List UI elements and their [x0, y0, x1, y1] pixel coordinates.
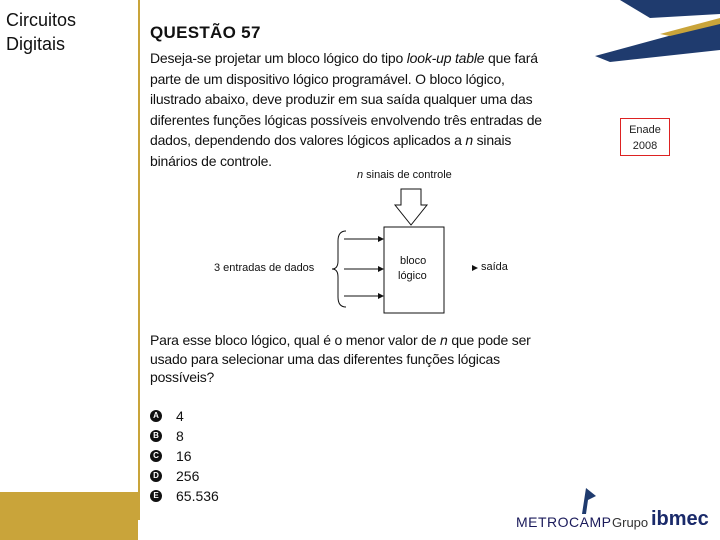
- question-prompt-line: possíveis?: [150, 369, 215, 385]
- metrocamp-logo: METROCAMP: [516, 514, 612, 530]
- corner-decoration: [590, 0, 720, 70]
- block-label-line-2: lógico: [398, 270, 427, 282]
- control-signals-label: n sinais de controle: [357, 169, 452, 181]
- metrocamp-flag-icon: [578, 486, 600, 516]
- diagram-shapes: [200, 165, 520, 315]
- question-body-line: diferentes funções lógicas possíveis envolvendo três entradas de: [150, 111, 542, 128]
- enade-badge: [620, 118, 670, 156]
- question-title: QUESTÃO 57: [150, 23, 261, 42]
- option-letter-icon: A: [150, 410, 162, 422]
- question-prompt: Para esse bloco lógico, qual é o menor valor de n que pode ser usado para selecionar uma das diferentes funções lógicas possíveis?: [150, 332, 531, 385]
- block-label-line-1: bloco: [400, 255, 427, 267]
- grupo-logo-text: Grupo: [612, 515, 649, 530]
- ibmec-logo: ibmec: [651, 508, 709, 530]
- question-body-line: Deseja-se projetar um bloco lógico do tipo look-up table que fará: [150, 50, 538, 66]
- option-value: 4: [176, 408, 184, 424]
- left-panel: [0, 0, 138, 540]
- gold-divider: [138, 0, 140, 520]
- option-value: 16: [176, 448, 192, 464]
- enade-badge-text: Enade 2008: [629, 124, 661, 152]
- option-value: 65.536: [176, 488, 219, 504]
- question-body-line: binários de controle.: [150, 152, 272, 169]
- option-letter-icon: E: [150, 490, 162, 502]
- gold-footer-band: [0, 492, 138, 540]
- option-letter-icon: C: [150, 450, 162, 462]
- question-prompt-line: usado para selecionar uma das diferentes funções lógicas: [150, 350, 500, 367]
- output-label: saída: [481, 261, 508, 273]
- question-body-line: dados, dependendo dos valores lógicos aplicados a n sinais: [150, 132, 512, 148]
- question-body: [150, 48, 576, 171]
- slide-title: Circuitos Digitais: [6, 10, 77, 54]
- option-letter-icon: D: [150, 470, 162, 482]
- data-inputs-label: 3 entradas de dados: [214, 262, 315, 274]
- option-letter-icon: B: [150, 430, 162, 442]
- question-body-line: parte de um dispositivo lógico programável. O bloco lógico,: [150, 70, 505, 87]
- option-value: 8: [176, 428, 184, 444]
- option-value: 256: [176, 468, 200, 484]
- question-body-line: ilustrado abaixo, deve produzir em sua saída qualquer uma das: [150, 91, 533, 107]
